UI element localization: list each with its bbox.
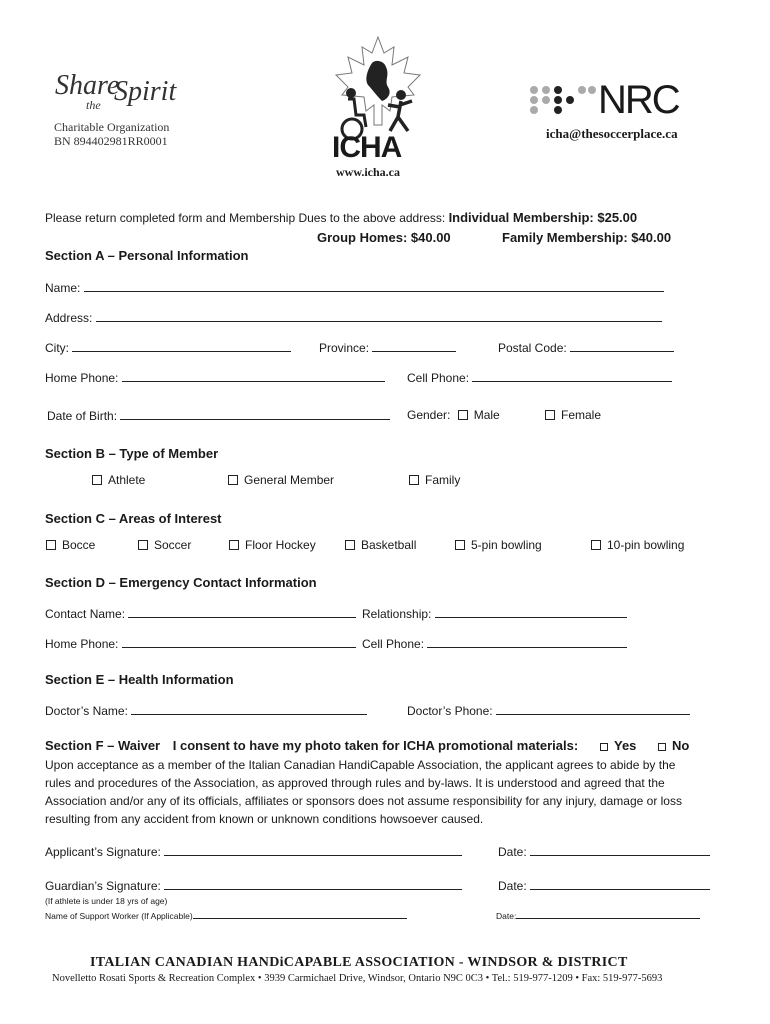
applicant-date-field[interactable]	[530, 844, 710, 856]
emergency-home-phone-label: Home Phone:	[45, 637, 119, 651]
bn-number: BN 894402981RR0001	[54, 134, 168, 148]
icha-logo	[328, 35, 428, 183]
bocce-label: Bocce	[62, 538, 96, 552]
athlete-checkbox[interactable]	[92, 475, 102, 485]
support-worker-field[interactable]	[193, 910, 407, 919]
doctor-name-label: Doctor’s Name:	[45, 704, 128, 718]
share-the-spirit-logo	[52, 68, 192, 152]
female-label: Female	[561, 408, 602, 422]
emergency-cell-phone-row	[362, 636, 627, 651]
support-date-field[interactable]	[516, 910, 700, 919]
group-homes-fee: Group Homes: $40.00	[317, 230, 451, 245]
male-label: Male	[473, 408, 500, 422]
emergency-cell-phone-label: Cell Phone:	[362, 637, 425, 651]
consent-no-checkbox[interactable]	[658, 743, 666, 751]
province-label: Province:	[319, 341, 370, 355]
name-row	[45, 280, 664, 295]
consent-no-label: No	[672, 738, 690, 753]
waiver-line: Association and/or any of its officials, affiliates or sponsors does not assume responsibility for any injury, damage or loss	[45, 794, 682, 808]
nrc-email[interactable]: icha@thesoccerplace.ca	[546, 126, 678, 141]
family-label: Family	[425, 473, 461, 487]
gender-label: Gender:	[407, 408, 451, 422]
contact-name-label: Contact Name:	[45, 607, 126, 621]
cell-phone-label: Cell Phone:	[407, 371, 470, 385]
emergency-cell-phone-field[interactable]	[427, 636, 627, 648]
athlete-label: Athlete	[108, 473, 146, 487]
applicant-signature-label: Applicant’s Signature:	[45, 845, 161, 859]
cell-phone-row	[407, 370, 672, 385]
dob-field[interactable]	[120, 408, 390, 420]
waiver-line: rules and procedures of the Association, as approved through rules and by-laws. It is understood and agreed that the	[45, 776, 665, 790]
section-e-title: Section E – Health Information	[45, 672, 234, 687]
address-field[interactable]	[96, 310, 662, 322]
city-row	[45, 340, 291, 355]
applicant-signature-row	[45, 844, 462, 859]
icha-website[interactable]: www.icha.ca	[336, 165, 400, 179]
charitable-org-text: Charitable Organization	[54, 120, 170, 134]
consent-yes-label: Yes	[614, 738, 637, 753]
floor-hockey-label: Floor Hockey	[245, 538, 316, 552]
guardian-signature-label: Guardian’s Signature:	[45, 879, 161, 893]
relationship-label: Relationship:	[362, 607, 432, 621]
basketball-checkbox[interactable]	[345, 540, 355, 550]
waiver-text	[45, 756, 682, 828]
section-f-title-row	[45, 738, 578, 753]
name-field[interactable]	[84, 280, 664, 292]
doctor-name-field[interactable]	[131, 703, 367, 715]
section-d-title: Section D – Emergency Contact Information	[45, 575, 317, 590]
home-phone-field[interactable]	[122, 370, 385, 382]
basketball-label: Basketball	[361, 538, 417, 552]
contact-name-field[interactable]	[128, 606, 356, 618]
interest-floor-hockey	[229, 538, 316, 552]
doctor-phone-label: Doctor’s Phone:	[407, 704, 493, 718]
interest-5-pin	[455, 538, 542, 552]
home-phone-label: Home Phone:	[45, 371, 119, 385]
relationship-row	[362, 606, 627, 621]
icha-logo-text: ICHA	[332, 131, 402, 164]
intro-line	[45, 210, 637, 225]
member-option-family	[409, 473, 460, 487]
address-label: Address:	[45, 311, 93, 325]
interest-bocce	[46, 538, 95, 552]
city-field[interactable]	[72, 340, 291, 352]
section-a-title: Section A – Personal Information	[45, 248, 249, 263]
nrc-dots-icon	[528, 84, 598, 120]
doctor-name-row	[45, 703, 367, 718]
doctor-phone-field[interactable]	[496, 703, 690, 715]
guardian-signature-row	[45, 878, 462, 893]
footer-org-name: ITALIAN CANADIAN HANDiCAPABLE ASSOCIATION - WINDSOR & DISTRICT	[90, 955, 628, 970]
consent-no-option	[658, 738, 689, 753]
ten-pin-checkbox[interactable]	[591, 540, 601, 550]
nrc-logo-text: NRC	[598, 78, 679, 122]
family-membership-fee: Family Membership: $40.00	[502, 230, 672, 245]
logo-the-text: the	[86, 98, 101, 112]
consent-yes-option	[600, 738, 636, 753]
cell-phone-field[interactable]	[472, 370, 672, 382]
city-label: City:	[45, 341, 69, 355]
photo-consent-text: I consent to have my photo taken for ICHA promotional materials:	[172, 738, 579, 753]
applicant-date-row	[498, 844, 710, 859]
guardian-date-label: Date:	[498, 879, 527, 893]
support-worker-row	[45, 910, 407, 921]
female-checkbox[interactable]	[545, 410, 555, 420]
section-f-title: Section F – Waiver	[45, 738, 161, 753]
dob-label: Date of Birth:	[47, 409, 118, 423]
guardian-date-row	[498, 878, 710, 893]
individual-membership: Individual Membership: $25.00	[448, 210, 638, 225]
male-checkbox[interactable]	[458, 410, 468, 420]
logo-share-text: Share	[55, 70, 120, 101]
support-date-row	[496, 910, 700, 921]
five-pin-label: 5-pin bowling	[471, 538, 542, 552]
gender-row	[407, 408, 500, 422]
postal-label: Postal Code:	[498, 341, 567, 355]
relationship-field[interactable]	[435, 606, 627, 618]
home-phone-row	[45, 370, 385, 385]
support-worker-label: Name of Support Worker (If Applicable)	[45, 911, 193, 921]
applicant-date-label: Date:	[498, 845, 527, 859]
guardian-signature-field[interactable]	[164, 878, 462, 890]
contact-name-row	[45, 606, 356, 621]
member-option-general	[228, 473, 334, 487]
ten-pin-label: 10-pin bowling	[607, 538, 685, 552]
intro-text: Please return completed form and Membership Dues to the above address:	[45, 211, 446, 225]
footer-address: Novelletto Rosati Sports & Recreation Complex • 3939 Carmichael Drive, Windsor, Ontario N9C 0C3 • Tel.: 519-977-1209 • Fax: 519-977-5693	[52, 973, 663, 984]
province-row	[319, 340, 456, 355]
guardian-note: (If athlete is under 18 yrs of age)	[45, 896, 168, 906]
interest-10-pin	[591, 538, 684, 552]
postal-field[interactable]	[570, 340, 674, 352]
section-b-title: Section B – Type of Member	[45, 446, 219, 461]
doctor-phone-row	[407, 703, 690, 718]
interest-soccer	[138, 538, 191, 552]
section-c-title: Section C – Areas of Interest	[45, 511, 222, 526]
applicant-signature-field[interactable]	[164, 844, 462, 856]
general-member-checkbox[interactable]	[228, 475, 238, 485]
soccer-label: Soccer	[154, 538, 192, 552]
soccer-checkbox[interactable]	[138, 540, 148, 550]
consent-yes-checkbox[interactable]	[600, 743, 608, 751]
name-label: Name:	[45, 281, 81, 295]
dob-row	[47, 408, 390, 423]
waiver-line: resulting from any accident from known or unknown conditions howsoever caused.	[45, 812, 484, 826]
logo-spirit-text: Spirit	[114, 76, 177, 107]
five-pin-checkbox[interactable]	[455, 540, 465, 550]
address-row	[45, 310, 662, 325]
postal-row	[498, 340, 674, 355]
general-member-label: General Member	[244, 473, 335, 487]
guardian-date-field[interactable]	[530, 878, 710, 890]
waiver-line: Upon acceptance as a member of the Italian Canadian HandiCapable Association, the applicant agrees to abide by the	[45, 758, 676, 772]
interest-basketball	[345, 538, 416, 552]
floor-hockey-checkbox[interactable]	[229, 540, 239, 550]
family-checkbox[interactable]	[409, 475, 419, 485]
support-date-label: Date:	[496, 911, 517, 921]
emergency-home-phone-field[interactable]	[122, 636, 356, 648]
member-option-athlete	[92, 473, 145, 487]
female-option	[545, 408, 601, 422]
bocce-checkbox[interactable]	[46, 540, 56, 550]
province-field[interactable]	[372, 340, 456, 352]
emergency-home-phone-row	[45, 636, 356, 651]
nrc-logo	[528, 78, 728, 142]
